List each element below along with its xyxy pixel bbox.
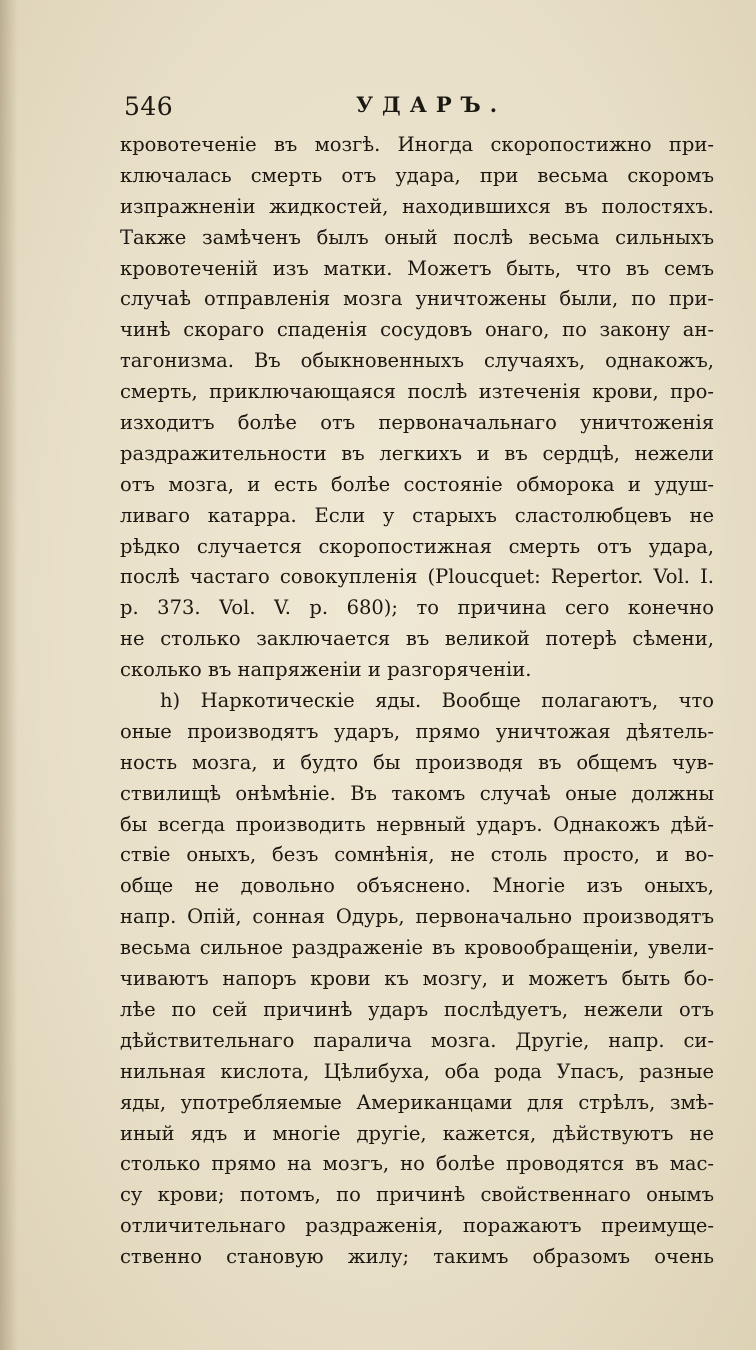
text-line: дѣйствительнаго паралича мозга. Другіе, напр. си-	[120, 1028, 714, 1052]
text-line-paragraph-end: сколько въ напряженіи и разгоряченіи.	[120, 658, 532, 682]
text-line: бы всегда производить нервный ударъ. Однакожъ дѣй-	[120, 812, 714, 836]
body-text	[120, 130, 714, 1273]
text-line: ключалась смерть отъ удара, при весьма скоромъ	[120, 163, 714, 187]
text-line: отличительнаго раздраженія, поражаютъ преимуще-	[120, 1214, 714, 1238]
text-line: кровотеченіе въ мозгѣ. Иногда скоропостижно при-	[120, 133, 714, 156]
text-line: кровотеченій изъ матки. Можетъ быть, что въ семъ	[120, 256, 714, 280]
text-line: столько прямо на мозгъ, но болѣе проводятся въ мас-	[120, 1152, 714, 1176]
gutter-shadow	[0, 0, 18, 1350]
text-line: ствилищѣ онѣмѣніе. Въ такомъ случаѣ оные должны	[120, 781, 714, 805]
text-line: напр. Опій, сонная Одурь, первоначально производятъ	[120, 905, 714, 929]
text-line: смерть, приключающаяся послѣ изтеченія крови, про-	[120, 380, 714, 404]
text-line: изпражненіи жидкостей, находившихся въ полостяхъ.	[120, 194, 714, 218]
text-line: рѣдко случается скоропостижная смерть отъ удара,	[120, 534, 714, 558]
text-line: случаѣ отправленія мозга уничтожены были, по при-	[120, 287, 714, 311]
text-line: не столько заключается въ великой потерѣ сѣмени,	[120, 627, 714, 651]
text-line: ность мозга, и будто бы производя въ общемъ чув-	[120, 750, 714, 774]
text-line: чиваютъ напоръ крови къ мозгу, и можетъ быть бо-	[120, 967, 714, 991]
text-line-paragraph-start: h) Наркотическіе яды. Вообще полагаютъ, что	[160, 689, 714, 713]
text-line: оные производятъ ударъ, прямо уничтожая дѣятель-	[120, 719, 714, 743]
text-line: яды, употребляемые Американцами для стрѣлъ, змѣ-	[120, 1090, 714, 1114]
text-line: су крови; потомъ, по причинѣ свойственнаго онымъ	[120, 1183, 714, 1207]
running-head: УДАРЪ.	[356, 92, 507, 117]
text-line: отъ мозга, и есть болѣе состояніе обморока и удуш-	[120, 472, 714, 496]
text-line: раздражительности въ легкихъ и въ сердцѣ, нежели	[120, 441, 714, 465]
text-line: ственно становую жилу; такимъ образомъ очень	[120, 1245, 714, 1269]
page-number: 546	[124, 92, 174, 121]
text-line: послѣ частаго совокупленія (Ploucquet: Repertor. Vol. I.	[120, 565, 714, 589]
text-line: ливаго катарра. Если у старыхъ сластолюбцевъ не	[120, 503, 714, 527]
page-header	[124, 92, 714, 126]
text-line: чинѣ скораго спаденія сосудовъ онаго, по закону ан-	[120, 318, 714, 342]
text-line: лѣе по сей причинѣ ударъ послѣдуетъ, нежели отъ	[120, 997, 714, 1021]
text-line: изходитъ болѣе отъ первоначальнаго уничтоженія	[120, 411, 714, 435]
text-line: ствіе оныхъ, безъ сомнѣнія, не столь просто, и во-	[120, 843, 714, 867]
text-line: нильная кислота, Цѣлибуха, оба рода Упасъ, разные	[120, 1059, 714, 1083]
text-line: p. 373. Vol. V. p. 680); то причина сего конечно	[120, 596, 714, 620]
text-line: весьма сильное раздраженіе въ кровообращеніи, увели-	[120, 936, 714, 960]
text-line: иный ядъ и многіе другіе, кажется, дѣйствуютъ не	[120, 1121, 714, 1145]
text-line: тагонизма. Въ обыкновенныхъ случаяхъ, однакожъ,	[120, 349, 714, 373]
text-line: Также замѣченъ былъ оный послѣ весьма сильныхъ	[120, 225, 714, 249]
text-line: обще не довольно объяснено. Многіе изъ оныхъ,	[120, 874, 714, 898]
